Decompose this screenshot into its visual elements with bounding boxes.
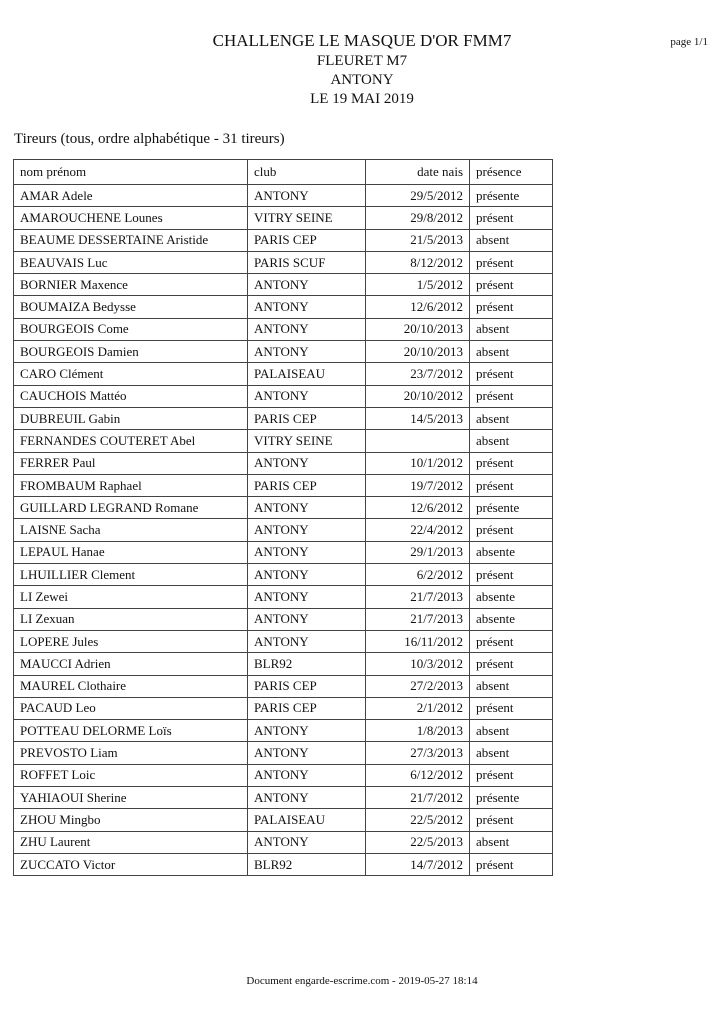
cell-birthdate: 19/7/2012 [366, 474, 470, 496]
cell-club: ANTONY [248, 519, 366, 541]
cell-birthdate: 14/7/2012 [366, 853, 470, 875]
cell-presence: présent [470, 274, 553, 296]
cell-birthdate: 27/2/2013 [366, 675, 470, 697]
cell-presence: présent [470, 385, 553, 407]
table-row [14, 274, 553, 296]
column-header-name: nom prénom [14, 160, 248, 185]
cell-presence: présente [470, 787, 553, 809]
column-header-presence: présence [470, 160, 553, 185]
cell-name: BEAUME DESSERTAINE Aristide [14, 229, 248, 251]
cell-club: VITRY SEINE [248, 207, 366, 229]
cell-birthdate [366, 430, 470, 452]
cell-birthdate: 29/5/2012 [366, 185, 470, 207]
cell-presence: présent [470, 474, 553, 496]
table-row [14, 697, 553, 719]
table-row [14, 341, 553, 363]
table-row [14, 430, 553, 452]
cell-presence: présent [470, 452, 553, 474]
table-row [14, 385, 553, 407]
table-row [14, 296, 553, 318]
table-row [14, 452, 553, 474]
table-row [14, 474, 553, 496]
cell-name: MAUREL Clothaire [14, 675, 248, 697]
cell-presence: absent [470, 341, 553, 363]
cell-name: LI Zexuan [14, 608, 248, 630]
cell-presence: absent [470, 229, 553, 251]
cell-name: ZUCCATO Victor [14, 853, 248, 875]
cell-presence: présent [470, 207, 553, 229]
cell-presence: absent [470, 318, 553, 340]
competition-title: CHALLENGE LE MASQUE D'OR FMM7 [212, 31, 512, 50]
table-row [14, 764, 553, 786]
cell-birthdate: 20/10/2013 [366, 341, 470, 363]
cell-club: ANTONY [248, 541, 366, 563]
cell-club: PARIS CEP [248, 697, 366, 719]
cell-birthdate: 6/2/2012 [366, 564, 470, 586]
cell-birthdate: 12/6/2012 [366, 497, 470, 519]
cell-presence: présente [470, 497, 553, 519]
table-body [14, 185, 553, 876]
cell-presence: présent [470, 630, 553, 652]
cell-presence: absent [470, 407, 553, 429]
cell-club: ANTONY [248, 787, 366, 809]
cell-club: ANTONY [248, 385, 366, 407]
table-row [14, 564, 553, 586]
cell-birthdate: 22/5/2012 [366, 809, 470, 831]
cell-presence: présent [470, 564, 553, 586]
cell-name: POTTEAU DELORME Loïs [14, 720, 248, 742]
cell-presence: présent [470, 853, 553, 875]
cell-name: PREVOSTO Liam [14, 742, 248, 764]
cell-name: ROFFET Loic [14, 764, 248, 786]
cell-birthdate: 16/11/2012 [366, 630, 470, 652]
cell-name: AMAROUCHENE Lounes [14, 207, 248, 229]
cell-birthdate: 21/5/2013 [366, 229, 470, 251]
list-subtitle: Tireurs (tous, ordre alphabétique - 31 tireurs) [14, 131, 285, 147]
cell-birthdate: 29/1/2013 [366, 541, 470, 563]
cell-club: ANTONY [248, 720, 366, 742]
cell-birthdate: 20/10/2013 [366, 318, 470, 340]
table-row [14, 630, 553, 652]
table-row [14, 185, 553, 207]
cell-club: ANTONY [248, 497, 366, 519]
cell-club: ANTONY [248, 742, 366, 764]
cell-club: ANTONY [248, 564, 366, 586]
table-row [14, 229, 553, 251]
cell-birthdate: 29/8/2012 [366, 207, 470, 229]
cell-birthdate: 10/3/2012 [366, 653, 470, 675]
cell-name: BOURGEOIS Come [14, 318, 248, 340]
cell-birthdate: 22/5/2013 [366, 831, 470, 853]
cell-club: ANTONY [248, 764, 366, 786]
table-row [14, 809, 553, 831]
cell-name: BORNIER Maxence [14, 274, 248, 296]
cell-club: PARIS CEP [248, 474, 366, 496]
cell-birthdate: 21/7/2013 [366, 608, 470, 630]
cell-birthdate: 1/8/2013 [366, 720, 470, 742]
cell-presence: absente [470, 541, 553, 563]
cell-birthdate: 2/1/2012 [366, 697, 470, 719]
cell-name: LEPAUL Hanae [14, 541, 248, 563]
cell-name: CAUCHOIS Mattéo [14, 385, 248, 407]
column-header-club: club [248, 160, 366, 185]
cell-presence: présent [470, 653, 553, 675]
cell-name: BOURGEOIS Damien [14, 341, 248, 363]
table-row [14, 407, 553, 429]
table-row [14, 831, 553, 853]
document-header [0, 30, 724, 109]
cell-birthdate: 23/7/2012 [366, 363, 470, 385]
cell-name: ZHOU Mingbo [14, 809, 248, 831]
cell-club: ANTONY [248, 630, 366, 652]
cell-birthdate: 27/3/2013 [366, 742, 470, 764]
cell-birthdate: 22/4/2012 [366, 519, 470, 541]
document-footer: Document engarde-escrime.com - 2019-05-27 18:14 [246, 975, 478, 987]
cell-birthdate: 1/5/2012 [366, 274, 470, 296]
table-row [14, 653, 553, 675]
cell-club: PARIS SCUF [248, 251, 366, 273]
table-row [14, 497, 553, 519]
cell-club: PARIS CEP [248, 229, 366, 251]
cell-presence: présent [470, 697, 553, 719]
cell-presence: absent [470, 831, 553, 853]
cell-club: VITRY SEINE [248, 430, 366, 452]
cell-name: GUILLARD LEGRAND Romane [14, 497, 248, 519]
cell-name: BEAUVAIS Luc [14, 251, 248, 273]
cell-name: BOUMAIZA Bedysse [14, 296, 248, 318]
cell-birthdate: 10/1/2012 [366, 452, 470, 474]
cell-name: YAHIAOUI Sherine [14, 787, 248, 809]
cell-name: LI Zewei [14, 586, 248, 608]
cell-club: ANTONY [248, 185, 366, 207]
cell-club: ANTONY [248, 341, 366, 363]
cell-presence: présent [470, 251, 553, 273]
table-row [14, 318, 553, 340]
cell-presence: absente [470, 586, 553, 608]
table-row [14, 675, 553, 697]
weapon-category: FLEURET M7 [316, 53, 408, 69]
venue-city: ANTONY [330, 72, 394, 88]
cell-club: PALAISEAU [248, 809, 366, 831]
cell-name: LHUILLIER Clement [14, 564, 248, 586]
cell-name: ZHU Laurent [14, 831, 248, 853]
table-row [14, 363, 553, 385]
table-row [14, 720, 553, 742]
cell-presence: présent [470, 764, 553, 786]
cell-club: BLR92 [248, 653, 366, 675]
cell-presence: présente [470, 185, 553, 207]
cell-name: LAISNE Sacha [14, 519, 248, 541]
cell-birthdate: 20/10/2012 [366, 385, 470, 407]
table-row [14, 608, 553, 630]
cell-presence: absent [470, 742, 553, 764]
cell-presence: présent [470, 296, 553, 318]
cell-name: DUBREUIL Gabin [14, 407, 248, 429]
cell-presence: présent [470, 809, 553, 831]
cell-club: PARIS CEP [248, 407, 366, 429]
cell-club: ANTONY [248, 274, 366, 296]
table-row [14, 787, 553, 809]
cell-name: FROMBAUM Raphael [14, 474, 248, 496]
cell-name: MAUCCI Adrien [14, 653, 248, 675]
cell-birthdate: 8/12/2012 [366, 251, 470, 273]
cell-presence: présent [470, 363, 553, 385]
page-number: page 1/1 [670, 36, 708, 48]
cell-name: PACAUD Leo [14, 697, 248, 719]
fencers-table [13, 159, 553, 876]
cell-presence: absent [470, 430, 553, 452]
cell-club: PALAISEAU [248, 363, 366, 385]
table-row [14, 541, 553, 563]
cell-club: ANTONY [248, 296, 366, 318]
cell-birthdate: 6/12/2012 [366, 764, 470, 786]
table-row [14, 519, 553, 541]
cell-presence: absent [470, 720, 553, 742]
table-header-row [14, 160, 553, 185]
column-header-birthdate: date nais [366, 160, 470, 185]
cell-club: ANTONY [248, 318, 366, 340]
cell-club: ANTONY [248, 586, 366, 608]
cell-club: ANTONY [248, 452, 366, 474]
table-row [14, 251, 553, 273]
cell-birthdate: 21/7/2012 [366, 787, 470, 809]
cell-club: BLR92 [248, 853, 366, 875]
cell-name: CARO Clément [14, 363, 248, 385]
cell-club: PARIS CEP [248, 675, 366, 697]
cell-presence: absente [470, 608, 553, 630]
cell-presence: présent [470, 519, 553, 541]
event-date: LE 19 MAI 2019 [310, 91, 414, 107]
cell-name: FERNANDES COUTERET Abel [14, 430, 248, 452]
cell-club: ANTONY [248, 831, 366, 853]
table-row [14, 586, 553, 608]
cell-birthdate: 12/6/2012 [366, 296, 470, 318]
cell-presence: absent [470, 675, 553, 697]
cell-name: LOPERE Jules [14, 630, 248, 652]
cell-name: AMAR Adele [14, 185, 248, 207]
table-row [14, 742, 553, 764]
table-row [14, 207, 553, 229]
cell-club: ANTONY [248, 608, 366, 630]
table-row [14, 853, 553, 875]
cell-birthdate: 21/7/2013 [366, 586, 470, 608]
cell-name: FERRER Paul [14, 452, 248, 474]
cell-birthdate: 14/5/2013 [366, 407, 470, 429]
